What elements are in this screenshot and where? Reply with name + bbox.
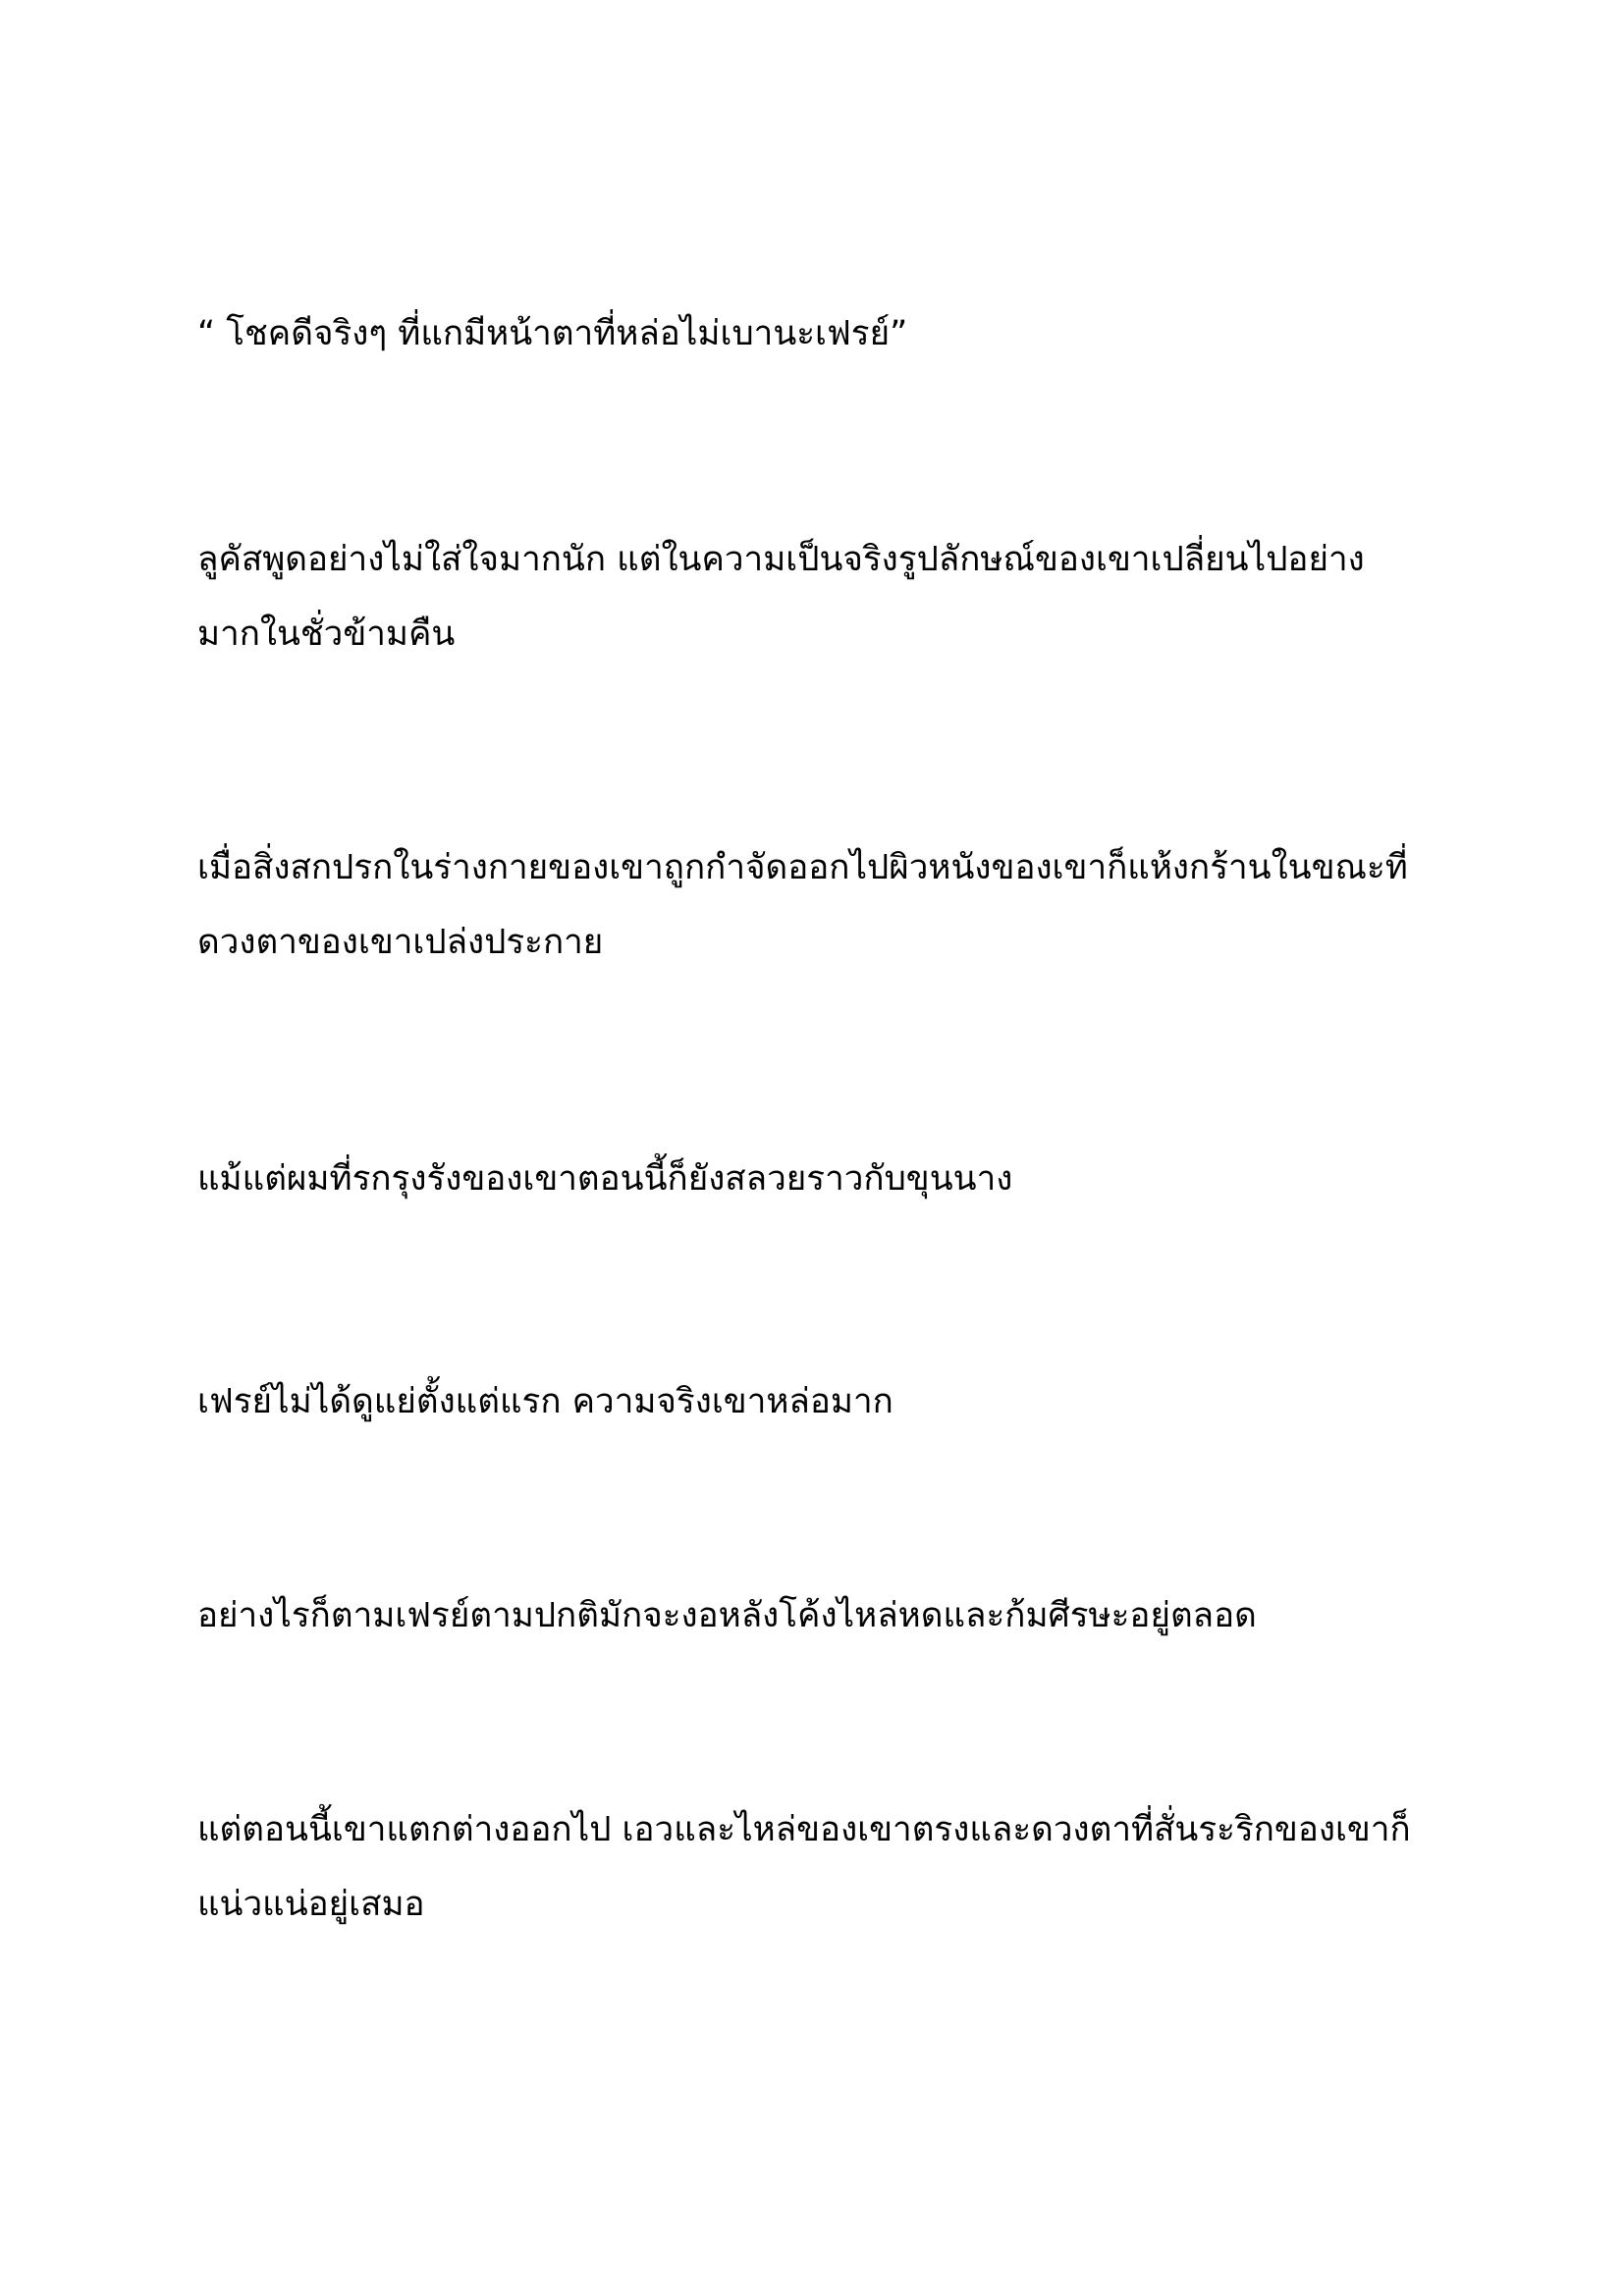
- paragraph-line: ลูคัสพูดอย่างไม่ใส่ใจมากนัก แต่ในความเป็นจริงรูปลักษณ์ของเขาเปลี่ยนไปอย่าง: [197, 540, 1365, 579]
- paragraph-3: [197, 830, 1474, 980]
- paragraph-1: [197, 296, 1474, 371]
- paragraph-line: แต่ตอนนี้เขาแตกต่างออกไป เอวและไหล่ของเขาตรงและดวงตาที่สั่นระริกของเขาก็: [197, 1810, 1411, 1849]
- paragraph-line: มากในชั่วข้ามคืน: [197, 614, 456, 654]
- paragraph-line: “ โชคดีจริงๆ ที่แกมีหน้าตาที่หล่อไม่เบานะเฟรย์”: [197, 314, 908, 353]
- paragraph-6: [197, 1578, 1474, 1653]
- paragraph-line: เมื่อสิ่งสกปรกในร่างกายของเขาถูกกำจัดออกไปผิวหนังของเขาก็แห้งกร้านในขณะที่: [197, 848, 1408, 887]
- paragraph-4: [197, 1142, 1474, 1216]
- paragraph-2: [197, 522, 1474, 671]
- paragraph-line: แม้แต่ผมที่รกรุงรังของเขาตอนนี้ก็ยังสลวยราวกับขุนนาง: [197, 1159, 1013, 1199]
- paragraph-line: ดวงตาของเขาเปล่งประกาย: [197, 923, 604, 962]
- paragraph-line: แน่วแน่อยู่เสมอ: [197, 1885, 425, 1924]
- paragraph-line: เฟรย์ไม่ได้ดูแย่ตั้งแต่แรก ความจริงเขาหล่อมาก: [197, 1382, 893, 1421]
- paragraph-5: [197, 1364, 1474, 1439]
- paragraph-line: อย่างไรก็ตามเฟรย์ตามปกติมักจะงอหลังโค้งไหล่หดและก้มศีรษะอยู่ตลอด: [197, 1596, 1257, 1635]
- paragraph-7: [197, 1792, 1474, 1942]
